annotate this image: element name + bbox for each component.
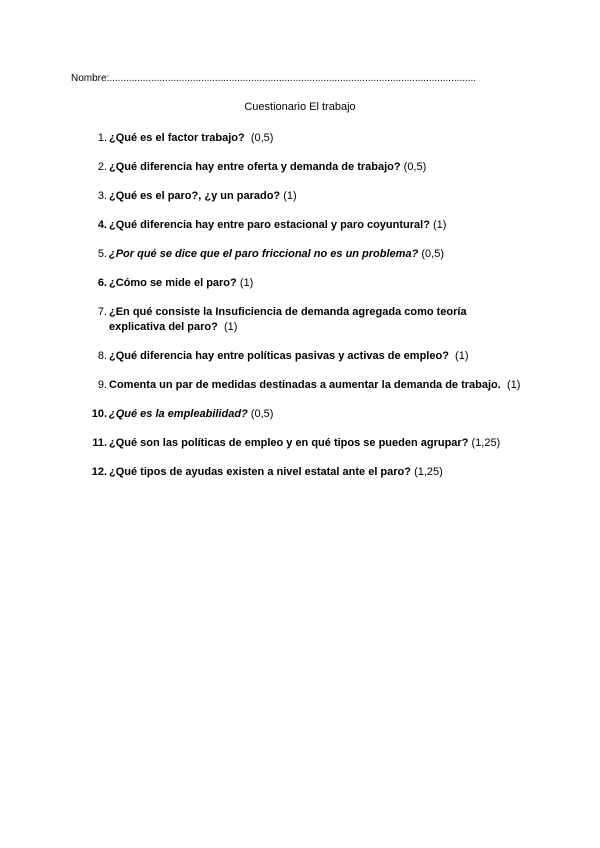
question-text: ¿Qué son las políticas de empleo y en qué tipos se pueden agrupar? [109,437,469,449]
question-points: (0,5) [421,248,444,260]
question-points: (1) [506,379,521,391]
question-points: (1,25) [471,437,501,449]
question-item [84,218,554,233]
question-number: 5. [97,248,107,260]
question-number: 2. [97,161,107,173]
question-points: (1,25) [414,466,443,478]
question-number: 11. [92,437,107,449]
page-title: Cuestionario El trabajo [244,101,356,113]
question-text: ¿Qué es el factor trabajo? [109,132,245,144]
question-points: (0,5) [250,132,274,144]
question-item [84,160,554,175]
question-points: (1) [455,350,469,362]
question-text: ¿En qué consiste la Insuficiencia de demanda agregada como teoría explicativa del paro? [109,306,467,333]
question-points: (0,5) [250,408,274,420]
question-number: 8. [97,350,107,362]
question-item [84,378,554,393]
question-text: ¿Qué diferencia hay entre oferta y demanda de trabajo? [109,161,401,173]
question-points: (1) [239,277,254,289]
question-item [84,349,554,364]
question-number: 7. [97,306,107,318]
question-number: 4. [97,219,107,231]
question-text: ¿Qué es el paro?, ¿y un parado? [109,190,281,202]
question-text: ¿Cómo se mide el paro? [109,277,237,289]
question-item [84,276,554,291]
question-item [84,189,554,204]
question-text: ¿Qué es la empleabilidad? [109,408,248,420]
question-points: (1) [283,190,297,202]
name-field-line: Nombre:.................................................................................................................................... [71,73,477,84]
question-number: 1. [97,132,107,144]
question-number: 6. [97,277,107,289]
question-item [84,436,554,451]
question-text: ¿Qué diferencia hay entre paro estacional y paro coyuntural? [109,219,430,231]
question-item [84,305,554,335]
question-item [84,407,554,422]
question-points: (1) [433,219,447,231]
question-number: 9. [97,379,107,391]
question-item [84,247,554,262]
question-number: 12. [91,466,107,478]
question-item [84,131,554,146]
question-number: 3. [97,190,107,202]
question-list [84,131,554,480]
question-text: ¿Por qué se dice que el paro friccional no es un problema? [109,248,419,260]
question-text: Comenta un par de medidas destinadas a aumentar la demanda de trabajo. [109,379,501,391]
question-number: 10. [91,408,107,420]
question-text: ¿Qué diferencia hay entre políticas pasivas y activas de empleo? [109,350,449,362]
question-points: (0,5) [403,161,427,173]
question-text: ¿Qué tipos de ayudas existen a nivel estatal ante el paro? [109,466,411,478]
question-item [84,465,554,480]
question-points: (1) [223,321,238,333]
